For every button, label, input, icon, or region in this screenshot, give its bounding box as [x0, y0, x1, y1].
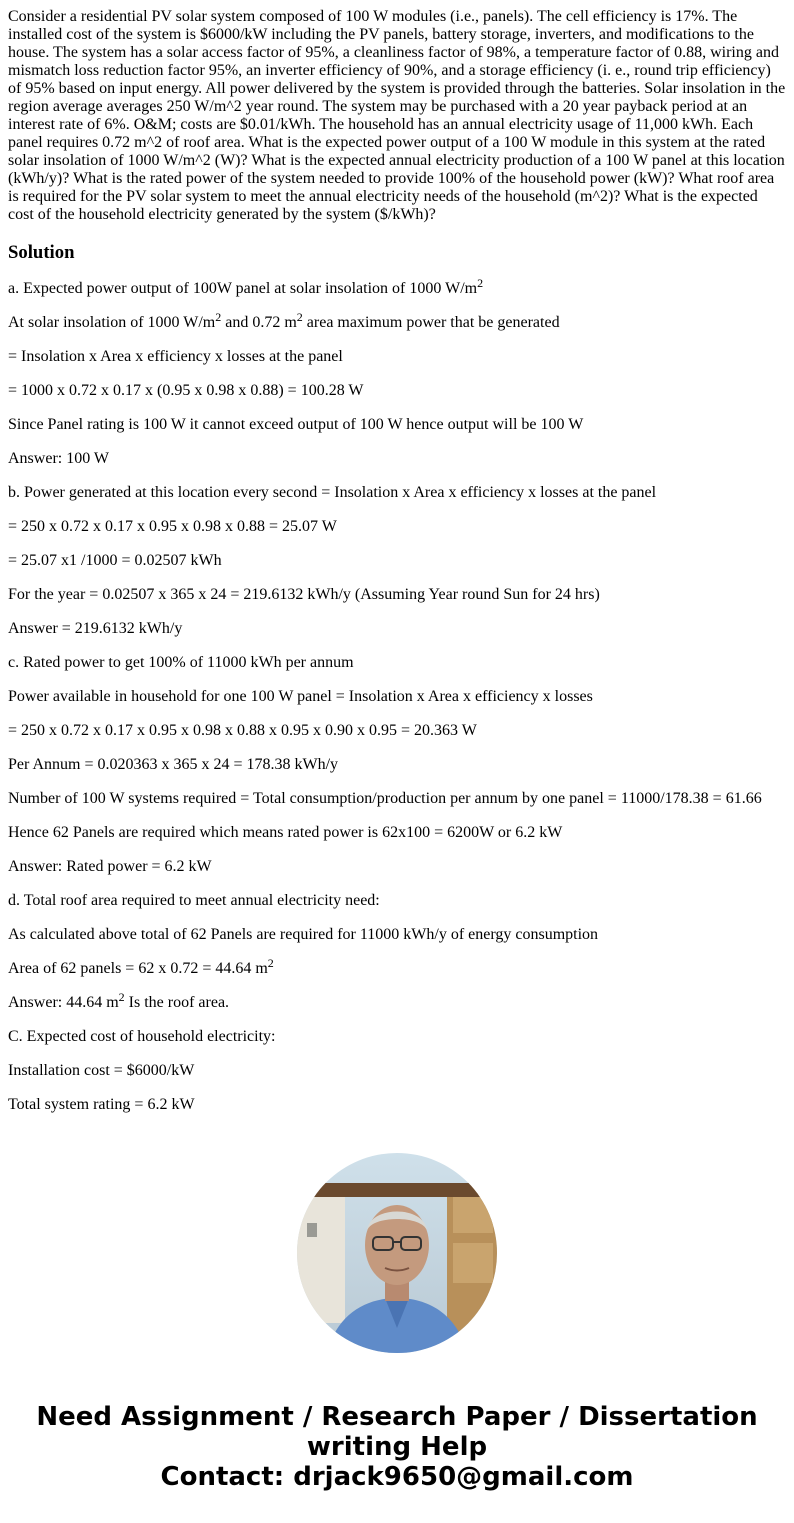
part-b-heading: b. Power generated at this location every second = Insolation x Area x efficiency x losses at the panel — [8, 484, 657, 501]
solution-heading: Solution — [8, 242, 75, 263]
part-c-line-3: Per Annum = 0.020363 x 365 x 24 = 178.38 kWh/y — [8, 756, 339, 773]
part-b-line-1: = 250 x 0.72 x 0.17 x 0.95 x 0.98 x 0.88 = 25.07 W — [8, 518, 337, 535]
question-text: Consider a residential PV solar system composed of 100 W modules (i.e., panels). The cell efficiency is 17%. The installed cost of the system is $6000/kW including the PV panels, battery storage, inverters, and modifications to the house. The system has a solar access factor of 95%, a cleanliness factor of 98%, a temperature factor of 0.88, wiring and mismatch loss reduction factor 95%, an inverter efficiency of 90%, and a storage efficiency (i. e., round trip efficiency) of 95% based on input energy. All power delivered by the system is provided through the batteries. Solar insolation in the region average averages 250 W/m^2 year round. The system may be purchased with a 20 year payback period at an interest rate of 6%. O&M; costs are $0.01/kWh. The household has an annual electricity usage of 11,000 kWh. Each panel requires 0.72 m^2 of roof area. What is the expected power output of a 100 W module in this system at the rated solar insolation of 1000 W/m^2 (W)? What is the expected annual electricity production of a 100 W panel at this location (kWh/y)? What is the rated power of the system needed to provide 100% of the household power (kW)? What roof area is required for the PV solar system to meet the annual electricity needs of the household (m^2)? What is the expected cost of the household electricity generated by the system ($/kWh)? — [8, 8, 786, 223]
part-c-line-5: Hence 62 Panels are required which means rated power is 62x100 = 6200W or 6.2 kW — [8, 824, 563, 841]
part-c-line-2: = 250 x 0.72 x 0.17 x 0.95 x 0.98 x 0.88 x 0.95 x 0.90 x 0.95 = 20.363 W — [8, 722, 477, 739]
part-c-line-4: Number of 100 W systems required = Total consumption/production per annum by one panel = 11000/178.38 = 61.66 — [8, 790, 762, 807]
part-e-line-2: Total system rating = 6.2 kW — [8, 1096, 195, 1113]
document-content — [8, 8, 786, 1122]
part-b-line-3: For the year = 0.02507 x 365 x 24 = 219.6132 kWh/y (Assuming Year round Sun for 24 hrs) — [8, 586, 600, 603]
part-a-answer: Answer: 100 W — [8, 450, 110, 467]
part-b-line-2: = 25.07 x1 /1000 = 0.02507 kWh — [8, 552, 222, 569]
part-e-line-1: Installation cost = $6000/kW — [8, 1062, 195, 1079]
part-c-heading: c. Rated power to get 100% of 11000 kWh per annum — [8, 654, 354, 671]
footer-line-2: writing Help — [306, 1432, 488, 1462]
part-a-line-1: At solar insolation of 1000 $W/m^2$ and 0.72 $m^2$ area maximum power that be generated — [8, 310, 560, 331]
footer-contact — [0, 1402, 794, 1492]
part-c-answer: Answer: Rated power = 6.2 kW — [8, 858, 212, 875]
footer-line-3: Contact: drjack9650@gmail.com — [160, 1462, 634, 1492]
part-d-answer: Answer: 44.64 $m^2$ Is the roof area. — [8, 990, 230, 1011]
part-a-line-4: Since Panel rating is 100 W it cannot exceed output of 100 W hence output will be 100 W — [8, 416, 584, 433]
part-e-heading: C. Expected cost of household electricity: — [8, 1028, 276, 1045]
part-d-heading: d. Total roof area required to meet annual electricity need: — [8, 892, 380, 909]
part-a-heading: a. Expected power output of 100W panel at solar insolation of 1000 $W/m^2$ — [8, 276, 484, 297]
author-avatar — [297, 1153, 497, 1353]
part-c-line-1: Power available in household for one 100 W panel = Insolation x Area x efficiency x losses — [8, 688, 593, 705]
part-a-line-2: = Insolation x Area x efficiency x losses at the panel — [8, 348, 343, 365]
footer-line-1: Need Assignment / Research Paper / Dissertation — [36, 1402, 758, 1432]
part-b-answer: Answer = 219.6132 kWh/y — [8, 620, 183, 637]
author-portrait-icon — [297, 1153, 497, 1353]
part-a-line-3: = 1000 x 0.72 x 0.17 x (0.95 x 0.98 x 0.88) = 100.28 W — [8, 382, 364, 399]
part-d-line-2: Area of 62 panels = 62 x 0.72 = 44.64 $m^2$ — [8, 956, 274, 977]
part-d-line-1: As calculated above total of 62 Panels are required for 11000 kWh/y of energy consumption — [8, 926, 599, 943]
solution-body — [8, 276, 786, 1114]
